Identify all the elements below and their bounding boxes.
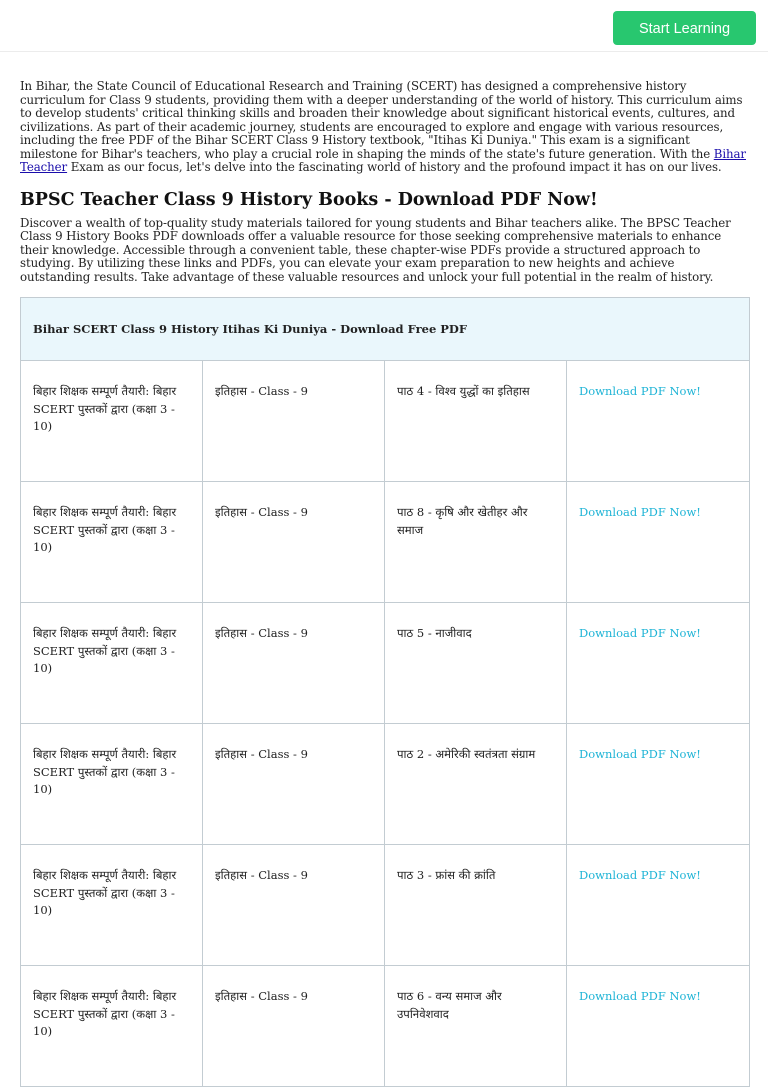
download-cell [567,845,750,966]
chapter-cell: पाठ 5 - नाजीवाद [385,603,567,724]
table-title: Bihar SCERT Class 9 History Itihas Ki Duniya - Download Free PDF [21,298,750,361]
table-row [21,482,750,603]
section-description: Discover a wealth of top-quality study materials tailored for young students and Bihar teachers alike. The BPSC Teacher Class 9 History Books PDF downloads offer a valuable resource for those seeking comprehensive materials to enhance their knowledge. Accessible through a convenient table, these chapter-wise PDFs provide a structured approach to studying. By utilizing these links and PDFs, you can elevate your exam preparation to new heights and achieve outstanding results. Take advantage of these valuable resources and unlock your full potential in the realm of history. [20,215,731,284]
download-cell [567,724,750,845]
course-cell: बिहार शिक्षक सम्पूर्ण तैयारी: बिहार SCERT पुस्तकों द्वारा (कक्षा 3 - 10) [21,724,203,845]
top-bar [0,0,768,52]
download-pdf-link[interactable]: Download PDF Now! [579,505,701,519]
download-cell [567,361,750,482]
download-pdf-link[interactable]: Download PDF Now! [579,868,701,882]
subject-cell: इतिहास - Class - 9 [203,361,385,482]
chapter-cell: पाठ 6 - वन्य समाज और उपनिवेशवाद [385,966,567,1087]
course-cell: बिहार शिक्षक सम्पूर्ण तैयारी: बिहार SCERT पुस्तकों द्वारा (कक्षा 3 - 10) [21,966,203,1087]
chapter-cell: पाठ 4 - विश्व युद्धों का इतिहास [385,361,567,482]
download-pdf-link[interactable]: Download PDF Now! [579,384,701,398]
course-cell: बिहार शिक्षक सम्पूर्ण तैयारी: बिहार SCERT पुस्तकों द्वारा (कक्षा 3 - 10) [21,845,203,966]
subject-cell: इतिहास - Class - 9 [203,482,385,603]
table-row [21,603,750,724]
table-row [21,361,750,482]
table-row [21,845,750,966]
section-heading: BPSC Teacher Class 9 History Books - Download PDF Now! [20,189,598,210]
course-cell: बिहार शिक्षक सम्पूर्ण तैयारी: बिहार SCERT पुस्तकों द्वारा (कक्षा 3 - 10) [21,482,203,603]
chapter-cell: पाठ 3 - फ्रांस की क्रांति [385,845,567,966]
table-row [21,724,750,845]
subject-cell: इतिहास - Class - 9 [203,724,385,845]
download-cell [567,482,750,603]
article-content [20,80,748,284]
subject-cell: इतिहास - Class - 9 [203,603,385,724]
course-cell: बिहार शिक्षक सम्पूर्ण तैयारी: बिहार SCERT पुस्तकों द्वारा (कक्षा 3 - 10) [21,361,203,482]
intro-text-before-link: In Bihar, the State Council of Educational Research and Training (SCERT) has designed a comprehensive history curriculum for Class 9 students, providing them with a deeper understanding of the world of history. This curriculum aims to develop students' critical thinking skills and broaden their knowledge about significant historical events, cultures, and civilizations. As part of their academic journey, students are encouraged to explore and engage with various resources, including the free PDF of the Bihar SCERT Class 9 History textbook, "Itihas Ki Duniya." This exam is a significant milestone for Bihar's teachers, who play a crucial role in shaping the minds of the state's future generation. With the [20,79,743,161]
download-pdf-link[interactable]: Download PDF Now! [579,626,701,640]
subject-cell: इतिहास - Class - 9 [203,966,385,1087]
course-cell: बिहार शिक्षक सम्पूर्ण तैयारी: बिहार SCERT पुस्तकों द्वारा (कक्षा 3 - 10) [21,603,203,724]
table-row [21,966,750,1087]
bihar-teacher-link[interactable]: Bihar Teacher [20,146,746,174]
table-header-row [21,298,750,361]
intro-text-after-link: Exam as our focus, let's delve into the fascinating world of history and the profound impact it has on our lives. [67,160,722,174]
subject-cell: इतिहास - Class - 9 [203,845,385,966]
books-table [20,297,750,1087]
start-learning-button[interactable]: Start Learning [613,11,756,45]
chapter-cell: पाठ 2 - अमेरिकी स्वतंत्रता संग्राम [385,724,567,845]
download-cell [567,603,750,724]
intro-paragraph [20,80,748,175]
chapter-cell: पाठ 8 - कृषि और खेतीहर और समाज [385,482,567,603]
download-pdf-link[interactable]: Download PDF Now! [579,747,701,761]
download-cell [567,966,750,1087]
download-pdf-link[interactable]: Download PDF Now! [579,989,701,1003]
